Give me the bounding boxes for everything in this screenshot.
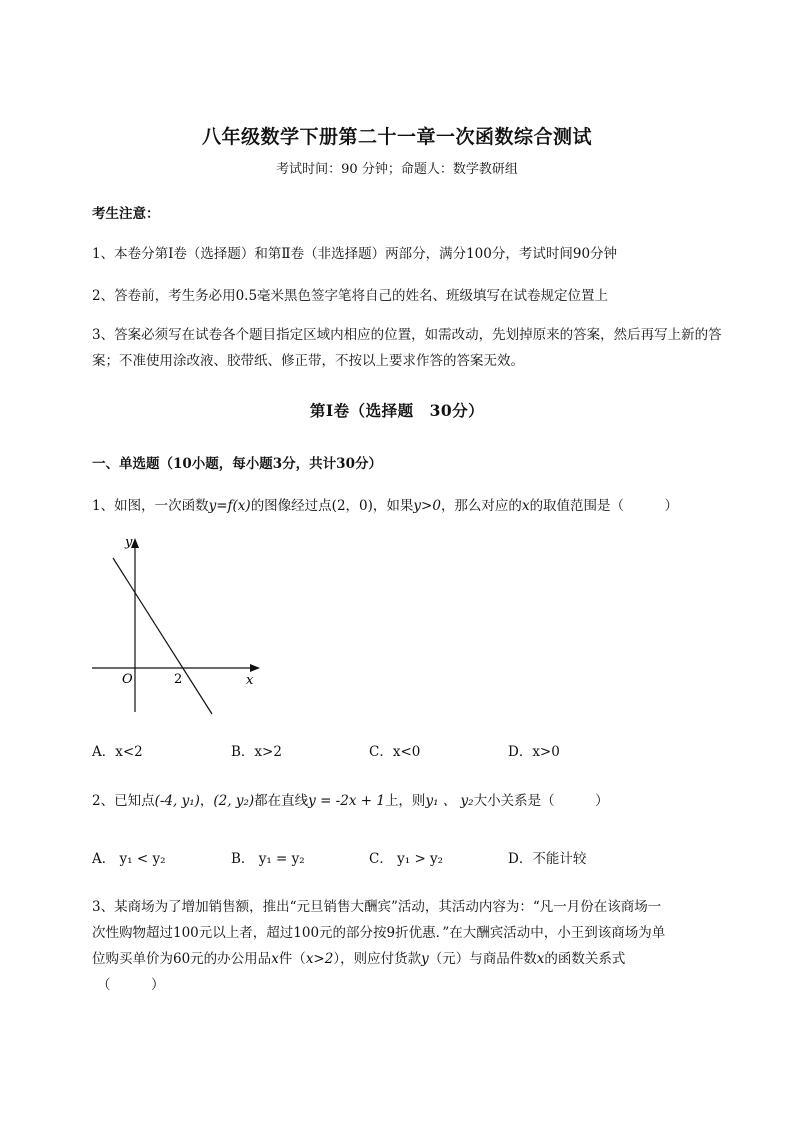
q1-option-d[interactable]: D．x>0 — [508, 744, 560, 760]
q1-option-c[interactable]: C．x<0 — [369, 744, 421, 760]
question-3-line-1: 3、某商场为了增加销售额，推出“元旦销售大酬宾”活动，其活动内容为：“凡一月份在该商场一 — [92, 899, 662, 915]
part-heading: 一、单选题（10小题，每小题3分，共计30分） — [92, 456, 382, 472]
y-axis-label: y — [125, 535, 133, 550]
question-1-stem: 1、如图，一次函数y=f(x)的图像经过点(2，0)，如果y>0，那么对应的x的取值范围是（ ） — [92, 498, 679, 514]
line-equation: y = -2x + 1 — [308, 793, 385, 809]
q2-option-d[interactable]: D．不能计较 — [508, 851, 587, 867]
x-axis-arrow — [250, 664, 260, 672]
tick-label-2: 2 — [174, 672, 183, 687]
point-2: (2, y₂) — [213, 793, 255, 809]
exam-info: 考试时间：90 分钟；命题人：数学教研组 — [276, 162, 518, 177]
condition: y>0 — [413, 498, 441, 514]
function-line — [113, 558, 212, 714]
q2-option-b[interactable]: B． y₁ = y₂ — [231, 851, 305, 867]
notice-heading: 考生注意： — [92, 206, 160, 222]
q1-option-a[interactable]: A．x<2 — [92, 744, 143, 760]
question-1-graph — [88, 530, 268, 720]
point-1: (-4, y₁) — [154, 793, 200, 809]
q1-option-b[interactable]: B．x>2 — [231, 744, 282, 760]
function-formula: y=f(x) — [208, 498, 251, 514]
page-title: 八年级数学下册第二十一章一次函数综合测试 — [201, 126, 592, 148]
origin-label: O — [122, 672, 133, 687]
q2-option-a[interactable]: A． y₁ < y₂ — [92, 851, 166, 867]
notice-item-2: 2、答卷前，考生务必用0.5毫米黑色签字笔将自己的姓名、班级填写在试卷规定位置上 — [92, 288, 609, 304]
q2-option-c[interactable]: C． y₁ > y₂ — [369, 851, 444, 867]
question-3-line-2: 次性购物超过100元以上者，超过100元的部分按9折优惠．”在大酬宾活动中，小王到该商场为单 — [92, 925, 666, 941]
question-3-answer-blank[interactable]: （ ） — [97, 977, 165, 993]
notice-item-1: 1、本卷分第I卷（选择题）和第Ⅱ卷（非选择题）两部分，满分100分，考试时间90分钟 — [92, 246, 618, 262]
section-title: 第I卷（选择题 30分） — [309, 401, 485, 420]
question-3-line-3: 位购买单价为60元的办公用品x件（x>2），则应付货款y（元）与商品件数x的函数关系式 — [92, 951, 626, 967]
x-axis-label: x — [246, 673, 254, 688]
notice-item-3: 3、答案必须写在试卷各个题目指定区域内相应的位置，如需改动，先划掉原来的答案，然后再写上新的答案；不准使用涂改液、胶带纸、修正带，不按以上要求作答的答案无效。 — [92, 327, 722, 369]
question-2-stem: 2、已知点(-4, y₁)，(2, y₂)都在直线y = -2x + 1上，则y₁ 、 y₂大小关系是（ ） — [92, 793, 609, 809]
